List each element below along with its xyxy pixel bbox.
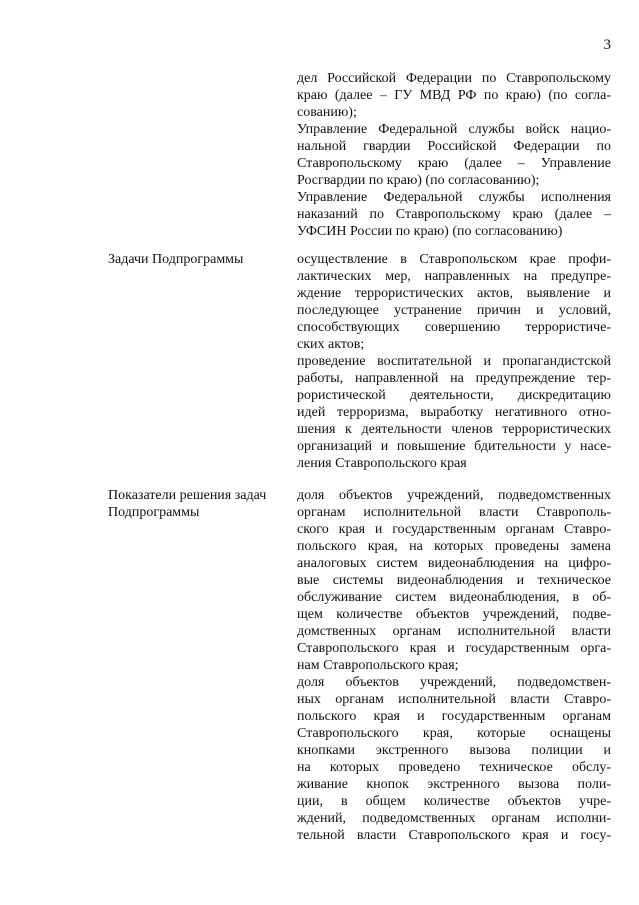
text-line: органам исполнительной власти Ставрополь- [297,505,611,520]
text-line: щем количестве объектов учреждений, подве- [297,607,611,622]
page-number: 3 [603,37,611,53]
text-line: ских актов; [297,337,365,352]
text-line: идей терроризма, выработку негативного отно- [297,405,611,420]
text-line: лактических мер, направленных на предупре- [297,269,611,284]
text-line: краю (далее – ГУ МВД РФ по краю) (по согла- [297,88,611,103]
label-line: Подпрограммы [108,505,200,520]
text-line: способствующих совершению террористиче- [297,320,611,335]
text-line: Ставропольскому краю (далее – Управление [297,156,611,171]
text-line: Ставропольского края, которые оснащены [297,726,611,741]
text-line: последующее устранение причин и условий, [297,303,611,318]
text-line: ных органам исполнительной власти Ставро- [297,692,611,707]
text-line: домственных органам исполнительной власти [297,624,611,639]
text-line: Росгвардии по краю) (по согласованию); [297,173,540,188]
text-line: рористической деятельности, дискредитацию [297,388,611,403]
tasks-label [108,251,288,268]
text-line: ления Ставропольского края [297,456,467,471]
text-line: польского края, на которых проведены замена [297,539,611,554]
text-line: сованию); [297,105,357,120]
text-line: осуществление в Ставропольском крае профи- [297,252,611,267]
text-line: доля объектов учреждений, подведомствен- [297,675,611,690]
text-line: организаций и повышение бдительности у насе- [297,439,611,454]
text-line: вые системы видеонаблюдения и техническое [297,573,611,588]
text-line: ции, в общем количестве объектов учре- [297,794,611,809]
text-line: кнопками экстренного вызова полиции и [297,743,611,758]
indicators-label [108,487,288,521]
text-line: нальной гвардии Российской Федерации по [297,139,611,154]
text-line: доля объектов учреждений, подведомственных [297,488,611,503]
text-line: на которых проведено техническое обслу- [297,760,611,775]
tasks-text [297,251,611,472]
text-line: шения к деятельности членов террористических [297,422,611,437]
text-line: аналоговых систем видеонаблюдения на цифро- [297,556,611,571]
indicators-text [297,487,611,844]
text-line: Ставропольского края и государственным орга- [297,641,611,656]
text-line: Управление Федеральной службы исполнения [297,190,611,205]
executors-text [297,70,611,240]
text-line: УФСИН России по краю) (по согласованию) [297,224,563,239]
text-line: проведение воспитательной и пропагандистской [297,354,611,369]
label-line: Задачи Подпрограммы [108,252,244,267]
text-line: Управление Федеральной службы войск нацио- [297,122,611,137]
text-line: дел Российской Федерации по Ставропольскому [297,71,611,86]
text-line: ского края и государственным органам Ставро- [297,522,611,537]
text-line: ждение террористических актов, выявление и [297,286,611,301]
text-line: польского края и государственным органам [297,709,611,724]
text-line: живание кнопок экстренного вызова поли- [297,777,611,792]
text-line: тельной власти Ставропольского края и госу- [297,828,611,843]
text-line: обслуживание систем видеонаблюдения, в об- [297,590,611,605]
text-line: наказаний по Ставропольскому краю (далее – [297,207,611,222]
label-line: Показатели решения задач [108,488,267,503]
text-line: ждений, подведомственных органам исполни- [297,811,611,826]
text-line: нам Ставропольского края; [297,658,459,673]
text-line: работы, направленной на предупреждение тер- [297,371,611,386]
